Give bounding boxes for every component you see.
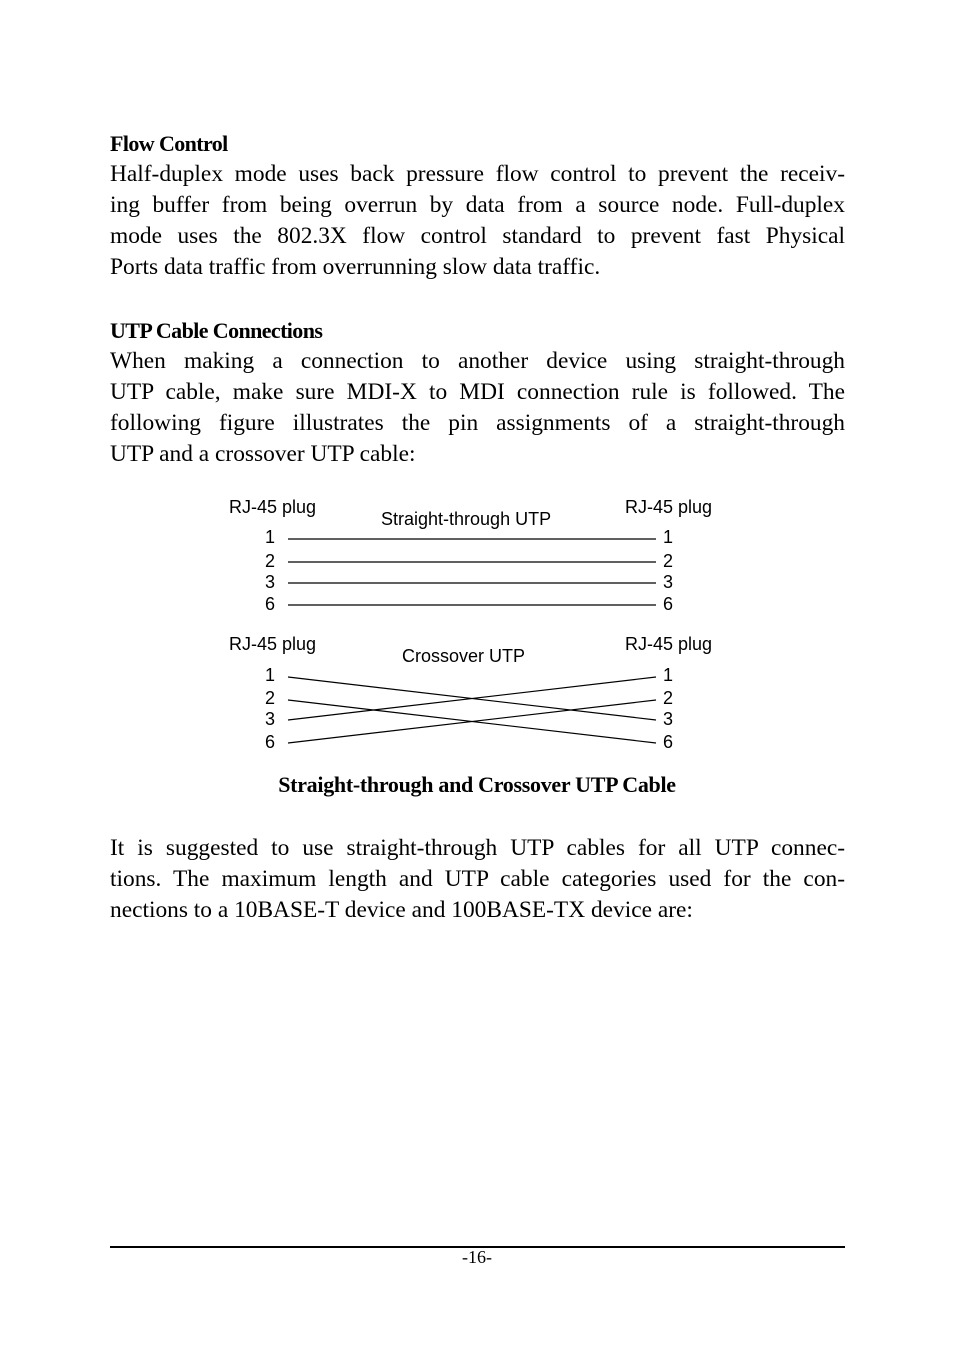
straight-right-pin-1: 1: [663, 527, 674, 547]
cross-right-pin-6: 6: [663, 732, 674, 752]
straight-left-plug-label: RJ-45 plug: [229, 497, 317, 517]
straight-right-pin-3: 3: [663, 572, 674, 592]
straight-through-label: Straight-through UTP: [381, 509, 552, 529]
straight-right-pin-2: 2: [663, 551, 674, 571]
closing-paragraph: [110, 833, 845, 926]
figure-caption: Straight-through and Crossover UTP Cable: [278, 772, 676, 797]
paragraph-line: UTP and a crossover UTP cable:: [110, 441, 416, 467]
paragraph-line: Half-duplex mode uses back pressure flow control to prevent the receiv-: [110, 161, 845, 187]
straight-left-pin-1: 1: [265, 527, 276, 547]
cross-left-pin-2: 2: [265, 688, 276, 708]
cross-left-pin-1: 1: [265, 665, 276, 685]
paragraph-line: following figure illustrates the pin assignments of a straight-through: [110, 410, 845, 436]
straight-right-pin-6: 6: [663, 594, 674, 614]
cross-right-pin-1: 1: [663, 665, 674, 685]
crossover-right-plug-label: RJ-45 plug: [625, 634, 713, 654]
straight-left-pin-3: 3: [265, 572, 276, 592]
paragraph-line: Ports data traffic from overrunning slow data traffic.: [110, 254, 601, 280]
flow-control-heading: Flow Control: [110, 131, 228, 156]
paragraph-line: When making a connection to another device using straight-through: [110, 348, 845, 374]
paragraph-line: tions. The maximum length and UTP cable categories used for the con-: [110, 866, 845, 892]
paragraph-line: nections to a 10BASE-T device and 100BASE-TX device are:: [110, 897, 693, 923]
utp-heading: UTP Cable Connections: [110, 318, 323, 343]
paragraph-line: mode uses the 802.3X flow control standard to prevent fast Physical: [110, 223, 845, 249]
straight-left-pin-2: 2: [265, 551, 276, 571]
cross-left-pin-6: 6: [265, 732, 276, 752]
crossover-left-plug-label: RJ-45 plug: [229, 634, 317, 654]
cross-right-pin-3: 3: [663, 709, 674, 729]
crossover-label: Crossover UTP: [402, 646, 526, 666]
straight-left-pin-6: 6: [265, 594, 276, 614]
paragraph-line: ing buffer from being overrun by data from a source node. Full-duplex: [110, 192, 845, 218]
straight-right-plug-label: RJ-45 plug: [625, 497, 713, 517]
paragraph-line: It is suggested to use straight-through UTP cables for all UTP connec-: [110, 835, 845, 861]
paragraph-line: UTP cable, make sure MDI-X to MDI connection rule is followed. The: [110, 379, 845, 405]
page-number: -16-: [462, 1247, 492, 1267]
cross-left-pin-3: 3: [265, 709, 276, 729]
cross-right-pin-2: 2: [663, 688, 674, 708]
